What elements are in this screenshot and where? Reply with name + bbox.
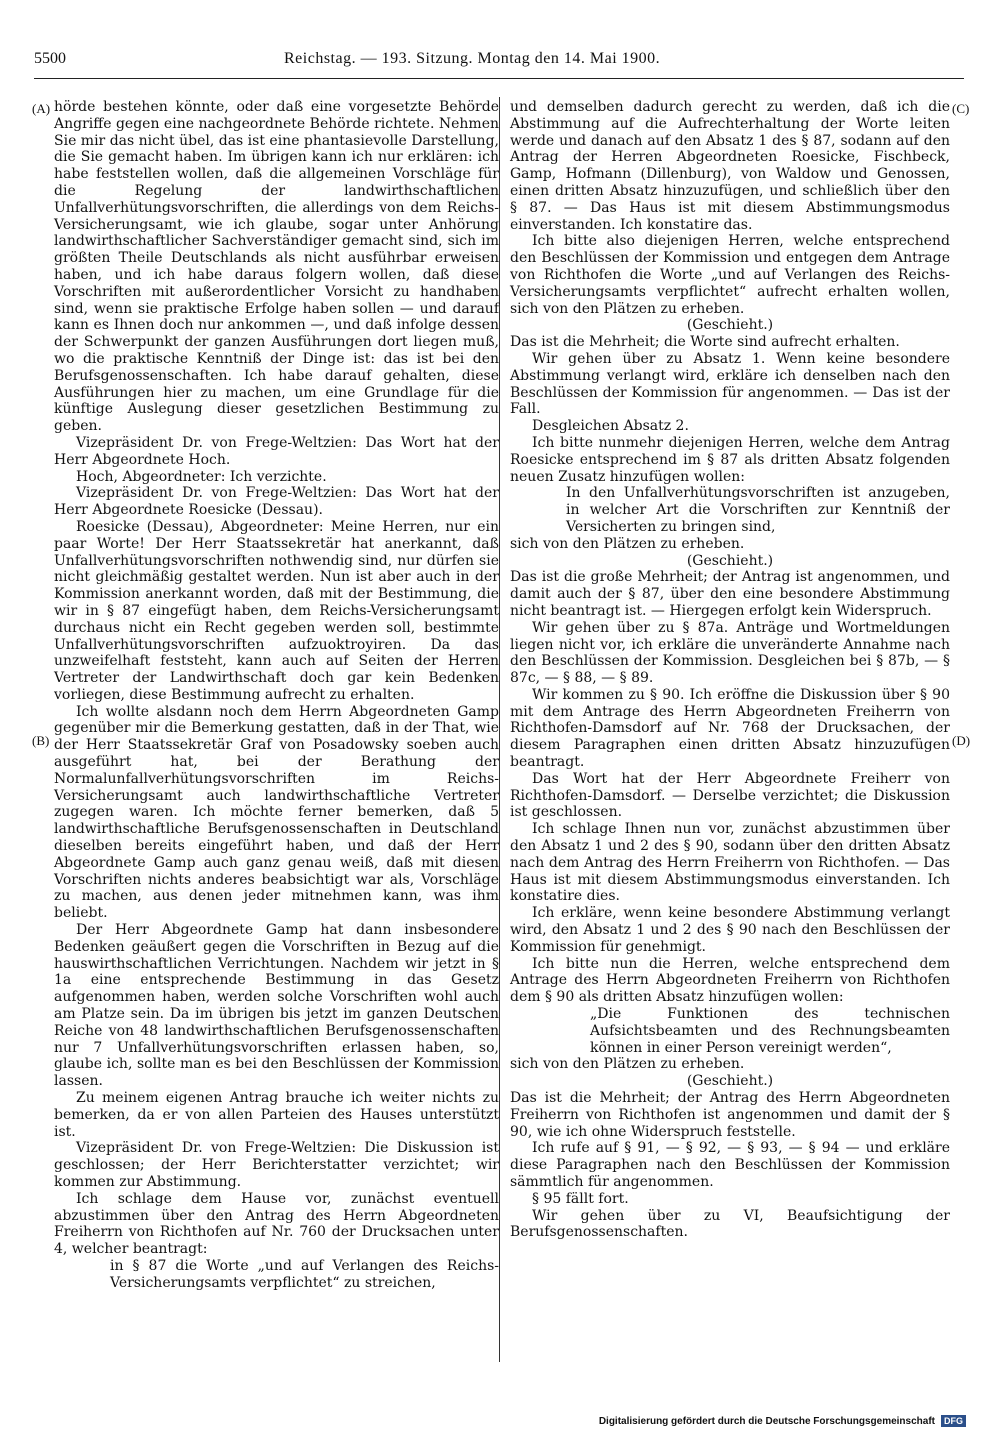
paragraph: Das ist die große Mehrheit; der Antrag ist angenommen, und damit auch der § 87, über den eine besondere Abstimmung nicht beantragt ist. — Hiergegen erfolgt kein Widerspruch. [510, 569, 950, 619]
left-column [54, 99, 499, 1292]
paragraph: In den Unfallverhütungsvorschriften ist anzugeben, in welcher Art die Vorschriften zur Kenntniß der Versicherten zu bringen sind, [566, 485, 950, 535]
paragraph: Ich schlage Ihnen nun vor, zunächst abzustimmen über den Absatz 1 und 2 des § 90, sodann über den dritten Absatz nach dem Antrag des Herrn Freiherrn von Richthofen. — Das Haus ist mit diesem Abstimmungsmodus einverstanden. Ich konstatire dies. [510, 821, 950, 905]
paragraph: Wir gehen über zu VI, Beaufsichtigung der Berufsgenossenschaften. [510, 1207, 950, 1241]
paragraph: Hoch, Abgeordneter: Ich verzichte. [76, 468, 327, 485]
paragraph: Das ist die Mehrheit; der Antrag des Herrn Abgeordneten Freiherrn von Richthofen ist angenommen und damit der § 90, wie ich ohne Widerspruch feststelle. [510, 1090, 950, 1140]
paragraph: sich von den Plätzen zu erheben. [510, 535, 745, 552]
page-number: 5500 [34, 50, 66, 67]
paragraph: Desgleichen Absatz 2. [532, 418, 689, 435]
paragraph: Ich schlage dem Hause vor, zunächst eventuell abzustimmen über den Antrag des Herrn Abgeordneten Freiherrn von Richthofen auf Nr. 760 der Drucksachen unter 4, welcher beantragt: [54, 1190, 499, 1258]
paragraph: Wir gehen über zu § 87a. Anträge und Wortmeldungen liegen nicht vor, ich erkläre die unveränderte Annahme nach den Beschlüssen der Kommission. Desgleichen bei § 87b, — § 87c, — § 88, — § 89. [510, 619, 950, 687]
margin-mark-d: (D) [952, 733, 971, 748]
right-column [510, 99, 950, 1241]
paragraph: sich von den Plätzen zu erheben. [510, 1056, 745, 1073]
paragraph: Wir gehen über zu Absatz 1. Wenn keine besondere Abstimmung verlangt wird, erkläre ich denselben nach den Beschlüssen der Kommission für angenommen. — Das ist der Fall. [510, 350, 950, 418]
paragraph: in § 87 die Worte „und auf Verlangen des Reichs-Versicherungsamts verpflichtet“ zu streichen, [110, 1257, 499, 1291]
footer [599, 1415, 966, 1427]
margin-mark-a: (A) [32, 101, 51, 116]
margin-mark-b: (B) [32, 733, 50, 748]
paragraph: Ich erkläre, wenn keine besondere Abstimmung verlangt wird, den Absatz 1 und 2 des § 90 nach den Beschlüssen der Kommission für genehmigt. [510, 905, 950, 955]
paragraph: Vizepräsident Dr. von Frege-Weltzien: Die Diskussion ist geschlossen; der Herr Berichterstatter verzichtet; wir kommen zur Abstimmung. [54, 1140, 499, 1190]
paragraph: Vizepräsident Dr. von Frege-Weltzien: Das Wort hat der Herr Abgeordnete Hoch. [54, 434, 499, 468]
page-header [34, 50, 964, 76]
paragraph: § 95 fällt fort. [532, 1190, 629, 1207]
paragraph: (Geschieht.) [686, 552, 774, 569]
paragraph: Wir kommen zu § 90. Ich eröffne die Diskussion über § 90 mit dem Antrage des Herrn Abgeordneten Freiherrn von Richthofen-Damsdorf auf Nr. 768 der Drucksachen, der diesem Paragraphen einen dritten Absatz hinzuzufügen beantragt. [510, 686, 950, 771]
paragraph: Ich bitte nun die Herren, welche entsprechend dem Antrage des Herrn Abgeordneten Freiherrn von Richthofen dem § 90 als dritten Absatz hinzufügen wollen: [510, 955, 950, 1006]
paragraph: Das ist die Mehrheit; die Worte sind aufrecht erhalten. [510, 334, 900, 351]
column-divider [499, 97, 500, 1362]
dfg-logo: DFG [941, 1415, 966, 1427]
paragraph: Roesicke (Dessau), Abgeordneter: Meine Herren, nur ein paar Worte! Der Herr Staatssekretär hat anerkannt, daß Unfallverhütungsvorschriften nothwendig sind, nur dürfen sie nicht gleichmäßig gestaltet werden. Nun ist aber auch in der Kommission anerkannt worden, daß mit der Bestimmung, die wir in § 87 eingefügt haben, dem Reichs-Versicherungsamt durchaus nicht ein Recht gegeben werden soll, bestimmte Unfallverhütungsvorschriften aufzuoktroyiren. Da das unzweifelhaft feststeht, kann auch auf Seiten der Herren Vertreter der Landwirthschaft doch gar kein Bedenken vorliegen, diese Bestimmung aufrecht zu erhalten. [54, 518, 499, 703]
paragraph: (Geschieht.) [686, 317, 774, 334]
paragraph: hörde bestehen könnte, oder daß eine vorgesetzte Behörde Angriffe gegen eine nachgeordnete Behörde richtete. Nehmen Sie mir das nicht übel, das ist eine phantasievolle Darstellung, die Sie gemacht haben. Im übrigen kann ich nur erklären: ich habe feststellen wollen, daß die allgemeinen Vorschläge für die Regelung der landwirthschaftlichen Unfallverhütungsvorschriften, die allerdings von dem Reichs-Versicherungsamt, wie ich glaube, sogar unter Anhörung landwirthschaftlicher Sachverständiger gemacht sind, sich im größten Theile Deutschlands als nicht ausführbar erweisen haben, und ich habe daraus folgern wollen, daß diese Vorschriften mit außerordentlicher Vorsicht zu handhaben sind, wenn sie praktische Erfolge haben sollen — und darauf kann es Ihnen doch nur ankommen —, und daß infolge dessen der Schwerpunkt der ganzen Ausführungen dort liegen muß, wo die praktische Kenntniß der Dinge ist: das ist bei den Berufsgenossenschaften. Ich habe darauf gehalten, diese Ausführungen hier zu machen, um eine Grundlage für die künftige Auslegung dieser gesetzlichen Bestimmung zu geben. [54, 99, 499, 435]
paragraph: Vizepräsident Dr. von Frege-Weltzien: Das Wort hat der Herr Abgeordnete Roesicke (Dessau). [54, 485, 499, 519]
paragraph: (Geschieht.) [686, 1073, 774, 1090]
paragraph: Zu meinem eigenen Antrag brauche ich weiter nichts zu bemerken, da er von allen Parteien des Hauses unterstützt ist. [54, 1090, 499, 1140]
paragraph: Das Wort hat der Herr Abgeordnete Freiherr von Richthofen-Damsdorf. — Derselbe verzichtet; die Diskussion ist geschlossen. [510, 770, 950, 821]
header-rule [34, 78, 964, 79]
page-title: Reichstag. — 193. Sitzung. Montag den 14. Mai 1900. [284, 50, 661, 67]
footer-credit: Digitalisierung gefördert durch die Deutsche Forschungsgemeinschaft [598, 1415, 935, 1427]
paragraph: Ich bitte nunmehr diejenigen Herren, welche dem Antrag Roesicke entsprechend im § 87 als dritten Absatz folgenden neuen Zusatz hinzufügen wollen: [510, 434, 950, 485]
paragraph: Ich bitte also diejenigen Herren, welche entsprechend den Beschlüssen der Kommission und entgegen dem Antrage von Richthofen die Worte „und auf Verlangen des Reichs-Versicherungsamts verpflichtet“ aufrecht erhalten wollen, sich von den Plätzen zu erheben. [510, 233, 950, 317]
paragraph: „Die Funktionen des technischen Aufsichtsbeamten und des Rechnungsbeamten können in einer Person vereinigt werden“, [590, 1006, 950, 1056]
paragraph: Ich rufe auf § 91, — § 92, — § 93, — § 94 — und erkläre diese Paragraphen nach den Beschlüssen der Kommission sämmtlich für angenommen. [510, 1140, 950, 1190]
paragraph: Ich wollte alsdann noch dem Herrn Abgeordneten Gamp gegenüber mir die Bemerkung gestatten, daß in der That, wie der Herr Staatssekretär Graf von Posadowsky soeben auch ausgeführt hat, bei der Berathung der Normalunfallverhütungsvorschriften im Reichs-Versicherungsamt auch landwirthschaftliche Vertreter zugegen waren. Ich möchte ferner bemerken, daß 5 landwirthschaftliche Berufsgenossenschaften in Deutschland dieselben bereits eingeführt haben, und daß der Herr Abgeordnete Gamp auch ganz genau weiß, daß mit diesen Vorschriften nichts anderes beabsichtigt war als, Vorschläge zu machen, aus denen jeder mitnehmen kann, was ihm beliebt. [54, 703, 499, 922]
paragraph: und demselben dadurch gerecht zu werden, daß ich die Abstimmung auf die Aufrechterhaltung der Worte leiten werde und danach auf den Absatz 1 des § 87, sodann auf den Antrag der Herren Abgeordneten Roesicke, Fischbeck, Gamp, Hofmann (Dillenburg), von Waldow und Genossen, einen dritten Absatz hinzuzufügen, und schließlich über den § 87. — Das Haus ist mit diesem Abstimmungsmodus einverstanden. Ich konstatire das. [510, 99, 950, 233]
paragraph: Der Herr Abgeordnete Gamp hat dann insbesondere Bedenken geäußert gegen die Vorschriften in Bezug auf die hauswirthschaftlichen Verrichtungen. Nachdem wir jetzt in § 1a eine entsprechende Bestimmung in das Gesetz aufgenommen haben, werden solche Vorschriften wohl auch am Platze sein. Da im übrigen bis jetzt im ganzen Deutschen Reiche von 48 landwirthschaftlichen Berufsgenossenschaften nur 7 Unfallverhütungsvorschriften erlassen haben, so, glaube ich, sollte man es bei den Beschlüssen der Kommission lassen. [54, 922, 499, 1090]
margin-mark-c: (C) [952, 101, 970, 116]
